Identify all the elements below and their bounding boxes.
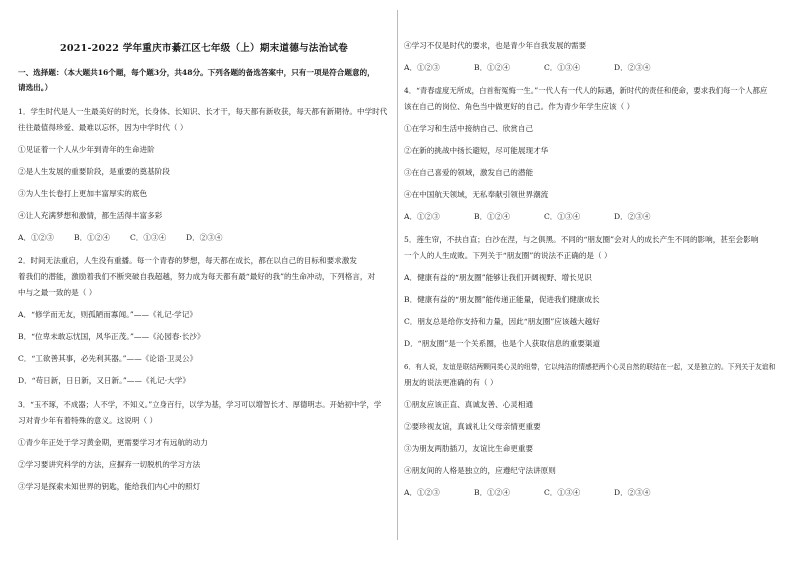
- q4-statement-4: ④在中国航天领域，无私奉献引领世界潮流: [404, 190, 549, 199]
- q2-option-d: D．“苟日新，日日新，又日新。”——《礼记·大学》: [18, 376, 190, 385]
- q1-statement-4: ④让人充满梦想和激情，都生活得丰富多彩: [18, 211, 163, 220]
- q3-option-b: B．①②④: [474, 63, 510, 72]
- q6-option-c: C．①③④: [544, 488, 581, 497]
- q6-statement-3: ③为朋友两肋插刀，友谊比生命更重要: [404, 444, 534, 453]
- q1-statement-2: ②是人生发展的重要阶段，是重要的奠基阶段: [18, 167, 170, 176]
- q3-statement-3: ③学习是探索未知世界的钥匙，能给我们内心中的照灯: [18, 482, 201, 491]
- q4-options: [404, 212, 684, 222]
- q1-stem-line1: 1．学生时代是人一生最美好的时光，长身体、长知识、长才干，每天都有新收获，每天都有新期待。中学时代: [18, 107, 388, 116]
- q3-option-d: D．②③④: [614, 63, 651, 72]
- q6-statement-4: ④朋友间的人格是独立的，应遵纪守法讲原则: [404, 466, 556, 475]
- q1-option-a: A．①②③: [18, 233, 54, 242]
- q1-stem-line2: 往往最值得珍爱、最难以忘怀，因为中学时代（ ）: [18, 123, 188, 132]
- q3-stem-line2: 习对青少年有着特殊的意义。这说明（ ）: [18, 416, 158, 425]
- q1-option-c: C．①③④: [130, 233, 167, 242]
- right-column: [404, 0, 776, 561]
- q4-option-d: D．②③④: [614, 212, 651, 221]
- q4-stem-line1: 4．“青春虚度无所成，白首衔冤悔一生。”一代人有一代人的际遇，新时代的责任和使命，要求我们每一个人都应: [404, 86, 768, 95]
- q2-option-b: B．“位卑未敢忘忧国，风华正茂。”——《沁园春·长沙》: [18, 332, 205, 341]
- left-column: [18, 0, 390, 561]
- q3-option-a: A．①②③: [404, 63, 440, 72]
- q6-option-d: D．②③④: [614, 488, 651, 497]
- q5-stem-line2: 一个人的人生成败。下列关于“朋友圈”的说法不正确的是（ ）: [404, 251, 612, 260]
- q6-statement-1: ①朋友应该正直、真诚友善、心灵相通: [404, 400, 534, 409]
- q6-option-a: A．①②③: [404, 488, 440, 497]
- q3-options: [404, 63, 684, 73]
- q5-option-d: D．“朋友圈”是一个关系圈，也是个人获取信息的重要渠道: [404, 339, 601, 348]
- q4-statement-1: ①在学习和生活中接纳自己、欣赏自己: [404, 124, 534, 133]
- q5-option-c: C．朋友总是给你支持和力量，因此“朋友圈”应该越大越好: [404, 317, 600, 326]
- q2-stem-line3: 中与之最一致的是（ ）: [18, 288, 97, 297]
- q2-option-c: C．“工欲善其事，必先利其器。”——《论语·卫灵公》: [18, 354, 198, 363]
- q4-statement-3: ③在自己喜爱的领域，激发自己的潜能: [404, 168, 534, 177]
- q1-option-b: B．①②④: [74, 233, 110, 242]
- q4-option-b: B．①②④: [474, 212, 510, 221]
- q5-option-a: A．健康有益的“朋友圈”能够让我们开阔视野、增长见识: [404, 273, 592, 282]
- column-divider: [397, 10, 398, 540]
- q6-stem-line1: 6．有人说，友谊是联结两颗同类心灵的纽带，它以纯洁的情感把两个心灵自然的联结在一起，又是独立的。下列关于友谊和: [404, 363, 776, 371]
- q1-statement-1: ①见证着一个人从少年到青年的生命进阶: [18, 145, 155, 154]
- q5-option-b: B．健康有益的“朋友圈”能传递正能量，促进我们健康成长: [404, 295, 600, 304]
- q3-option-c: C．①③④: [544, 63, 581, 72]
- q4-option-c: C．①③④: [544, 212, 581, 221]
- q2-stem-line1: 2．时间无法重启，人生没有重播。每一个青春的梦想，每天都在成长，都在以自己的目标和要求激发: [18, 256, 357, 265]
- q6-options: [404, 488, 684, 498]
- q1-options: [18, 233, 242, 243]
- exam-title: 2021-2022 学年重庆市綦江区七年级（上）期末道德与法治试卷: [60, 43, 348, 54]
- q4-stem-line2: 该在自己的岗位、角色当中做更好的自己。作为青少年学生应该（ ）: [404, 102, 635, 111]
- q6-stem-line2: 朋友的说法更准确的有（ ）: [404, 378, 498, 387]
- q1-statement-3: ③为人生长卷打上更加丰富厚实的底色: [18, 189, 148, 198]
- q4-option-a: A．①②③: [404, 212, 440, 221]
- q6-option-b: B．①②④: [474, 488, 510, 497]
- section-heading-line2: 请选出。）: [18, 83, 53, 92]
- q3-statement-1: ①青少年正处于学习黄金期，更需要学习才有远航的动力: [18, 438, 208, 447]
- q3-statement-2: ②学习要讲究科学的方法，应摒弃一切脱机的学习方法: [18, 460, 201, 469]
- q3-stem-line1: 3．“玉不琢，不成器；人不学，不知义。”立身百行，以学为基，学习可以增智长才、厚德明志。开始初中学，学: [18, 400, 382, 409]
- q4-statement-2: ②在新的挑战中扬长避短，尽可能展现才华: [404, 146, 549, 155]
- q3-statement-4: ④学习不仅是时代的要求，也是青少年自我发展的需要: [404, 41, 587, 50]
- q2-option-a: A．“修学而无友，则孤陋而寡闻。”——《礼记·学记》: [18, 310, 197, 319]
- q1-option-d: D．②③④: [186, 233, 223, 242]
- q2-stem-line2: 着我们的潜能，激励着我们不断突破自我超越，努力成为每天都有最“最好的我”的生命冲动，下列格言，对: [18, 272, 376, 281]
- section-heading-line1: 一、选择题：（本大题共16个题，每个题3分，共48分。下列各题的备选答案中，只有一项是符合题意的，: [18, 68, 375, 77]
- q5-stem-line1: 5．莲生帘，不扶自直；白沙在涅，与之俱黑。不同的“朋友圈”会对人的成长产生不同的影响，甚至会影响: [404, 235, 759, 244]
- q6-statement-2: ②要珍视友谊，真诚礼让父母亲情更重要: [404, 422, 541, 431]
